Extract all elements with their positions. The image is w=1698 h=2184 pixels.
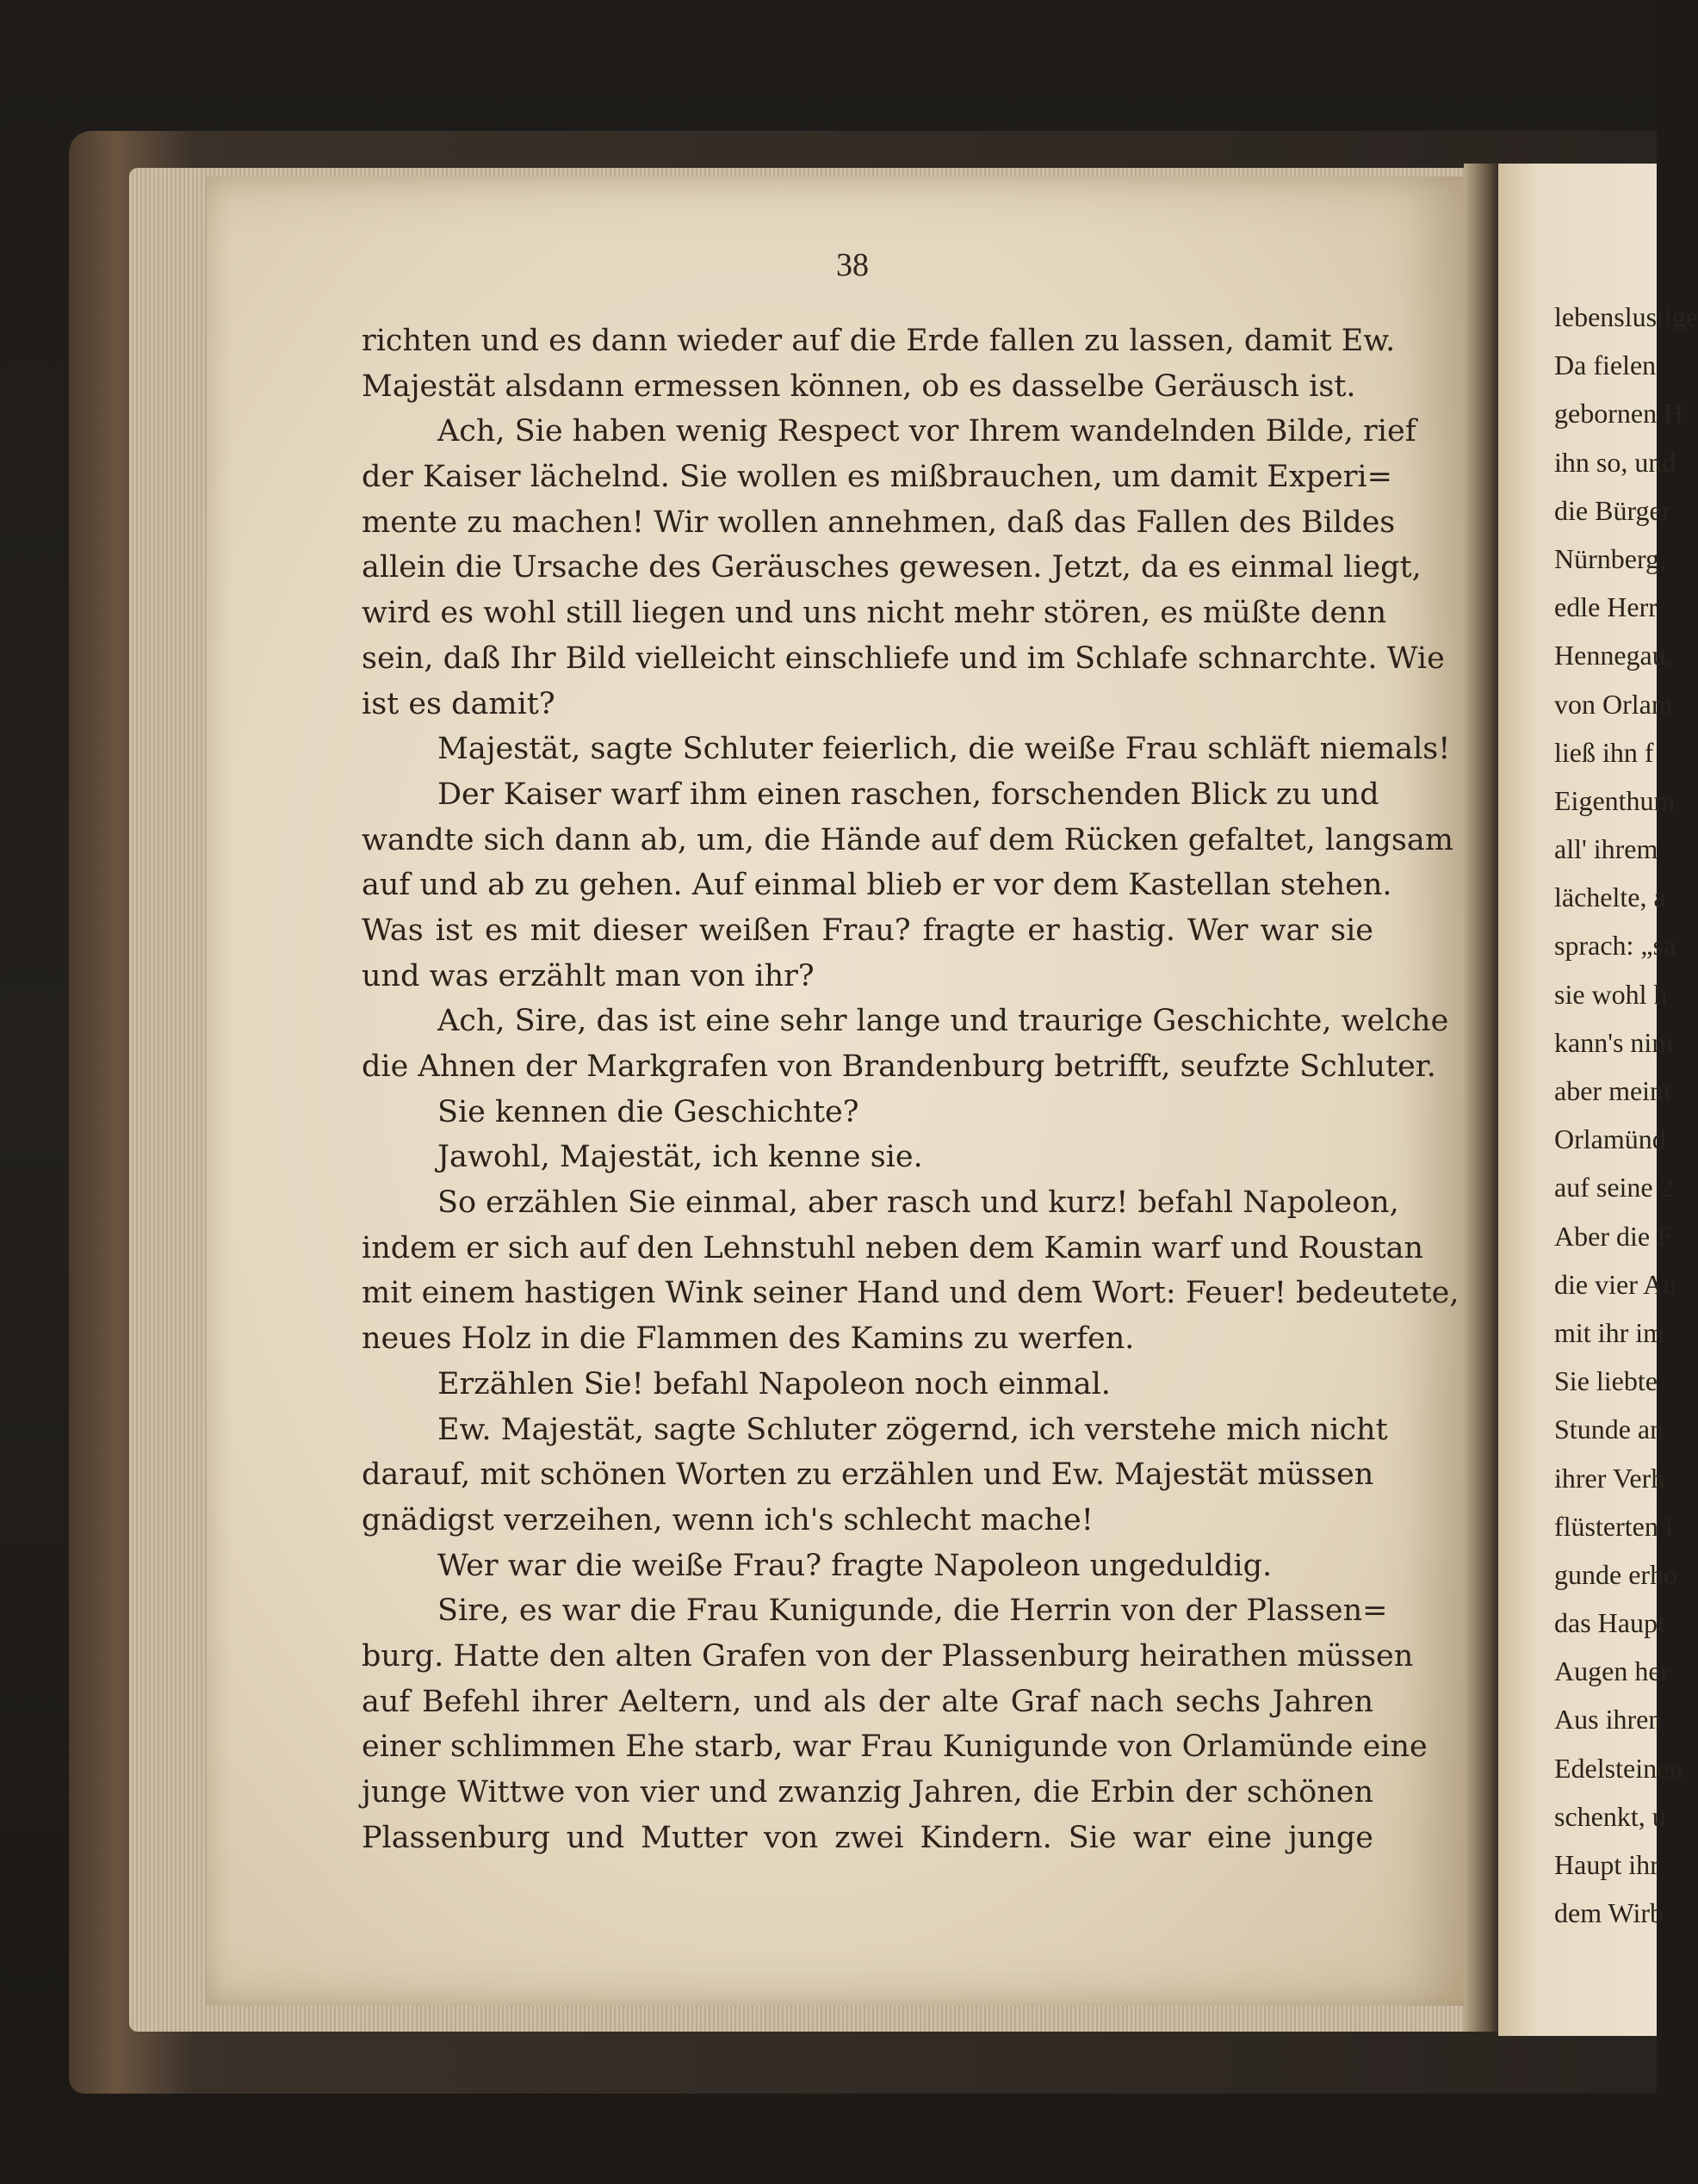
side-line: das Haupt bbox=[1554, 1607, 1665, 1639]
side-line: Orlamünd bbox=[1554, 1123, 1666, 1155]
text-line: Majestät, sagte Schluter feierlich, die weiße Frau schläft niemals! bbox=[437, 732, 1451, 767]
text-line: der Kaiser lächelnd. Sie wollen es mißbrauchen, um damit Experi= bbox=[362, 460, 1392, 495]
text-line: sein, daß Ihr Bild vielleicht einschliefe und im Schlafe schnarchte. Wie bbox=[362, 640, 1445, 676]
side-line: mit ihr im bbox=[1554, 1316, 1664, 1348]
text-line: Der Kaiser warf ihm einen raschen, forschenden Blick zu und bbox=[437, 776, 1379, 812]
text-line: Wer war die weiße Frau? fragte Napoleon ungeduldig. bbox=[437, 1548, 1273, 1583]
side-line: ließ ihn f bbox=[1554, 736, 1654, 768]
text-line: gnädigst verzeihen, wenn ich's schlecht mache! bbox=[362, 1502, 1094, 1537]
side-line: sprach: „sa bbox=[1554, 930, 1676, 962]
side-line: Aus ihren bbox=[1554, 1704, 1663, 1735]
side-line: all' ihrem bbox=[1554, 833, 1658, 865]
side-line: Stunde an bbox=[1554, 1414, 1664, 1445]
text-line: Jawohl, Majestät, ich kenne sie. bbox=[437, 1140, 923, 1175]
side-line: die vier Au bbox=[1554, 1268, 1677, 1300]
side-line: schenkt, u bbox=[1554, 1800, 1666, 1832]
side-line: aber meint bbox=[1554, 1075, 1671, 1106]
side-line: die Bürger bbox=[1554, 494, 1671, 526]
text-line: einer schlimmen Ehe starb, war Frau Kunigunde von Orlamünde eine bbox=[362, 1729, 1428, 1765]
side-line: lächelte, a bbox=[1554, 882, 1666, 913]
text-line: und was erzählt man von ihr? bbox=[362, 958, 815, 993]
text-line: wird es wohl still liegen und uns nicht mehr stören, es müßte denn bbox=[362, 596, 1387, 631]
text-line: burg. Hatte den alten Grafen von der Plassenburg heirathen müssen bbox=[362, 1638, 1414, 1674]
side-line: ihrer Verh bbox=[1554, 1462, 1665, 1494]
side-line: Hennegau, bbox=[1554, 640, 1673, 671]
text-line: junge Wittwe von vier und zwanzig Jahren, die Erbin der schönen bbox=[362, 1775, 1373, 1810]
side-line: flüsterten i bbox=[1554, 1510, 1673, 1542]
text-line: Plassenburg und Mutter von zwei Kindern. Sie war eine junge bbox=[362, 1820, 1373, 1855]
side-line: Nürnberg, bbox=[1554, 542, 1667, 574]
side-line: Haupt ihr bbox=[1554, 1849, 1659, 1880]
side-line: Augen her bbox=[1554, 1655, 1670, 1687]
side-line: ihn so, und bbox=[1554, 446, 1676, 478]
text-line: Majestät alsdann ermessen können, ob es dasselbe Geräusch ist. bbox=[362, 368, 1356, 404]
text-line: mente zu machen! Wir wollen annehmen, daß das Fallen des Bildes bbox=[362, 504, 1396, 540]
side-line: lebenslustige bbox=[1554, 301, 1698, 332]
side-line: Da fielen bbox=[1554, 350, 1657, 381]
text-line: ist es damit? bbox=[362, 686, 555, 721]
text-line: Ew. Majestät, sagte Schluter zögernd, ich verstehe mich nicht bbox=[437, 1412, 1388, 1447]
text-line: wandte sich dann ab, um, die Hände auf dem Rücken gefaltet, langsam bbox=[362, 822, 1453, 857]
text-line: Sie kennen die Geschichte? bbox=[437, 1094, 859, 1129]
side-line: Sie liebte bbox=[1554, 1365, 1658, 1397]
right-page-text bbox=[1554, 293, 1698, 1937]
text-line: Sire, es war die Frau Kunigunde, die Herrin von der Plassen= bbox=[437, 1593, 1388, 1629]
text-line: mit einem hastigen Wink seiner Hand und dem Wort: Feuer! bedeutete, bbox=[362, 1276, 1459, 1311]
text-line: So erzählen Sie einmal, aber rasch und kurz! befahl Napoleon, bbox=[437, 1185, 1399, 1221]
text-line: richten und es dann wieder auf die Erde fallen zu lassen, damit Ew. bbox=[362, 324, 1396, 358]
page-number: 38 bbox=[836, 247, 869, 283]
side-line: gebornen H bbox=[1554, 398, 1684, 430]
side-line: gunde erho bbox=[1554, 1558, 1678, 1590]
side-line: Eigenthum bbox=[1554, 784, 1676, 816]
text-line: Was ist es mit dieser weißen Frau? fragte er hastig. Wer war sie bbox=[362, 913, 1373, 948]
side-line: von Orlam bbox=[1554, 688, 1673, 720]
text-line: darauf, mit schönen Worten zu erzählen und Ew. Majestät müssen bbox=[362, 1457, 1374, 1493]
text-line: Ach, Sie haben wenig Respect vor Ihrem wandelnden Bilde, rief bbox=[437, 414, 1416, 449]
side-line: kann's nim bbox=[1554, 1026, 1674, 1058]
side-line: Aber die F bbox=[1554, 1220, 1672, 1252]
text-line: indem er sich auf den Lehnstuhl neben dem Kamin warf und Roustan bbox=[362, 1230, 1424, 1265]
side-line: Edelsteinen bbox=[1554, 1752, 1683, 1784]
side-line: auf seine 2 bbox=[1554, 1172, 1674, 1203]
text-line: allein die Ursache des Geräusches gewesen. Jetzt, da es einmal liegt, bbox=[362, 550, 1422, 585]
text-line: auf und ab zu gehen. Auf einmal blieb er vor dem Kastellan stehen. bbox=[362, 868, 1392, 903]
side-line: edle Herr bbox=[1554, 591, 1658, 623]
page-text bbox=[362, 319, 1459, 1860]
side-line: sie wohl h bbox=[1554, 978, 1668, 1010]
side-line: dem Wirb bbox=[1554, 1897, 1664, 1929]
text-line: die Ahnen der Markgrafen von Brandenburg betrifft, seufzte Schluter. bbox=[362, 1049, 1436, 1084]
text-line: Erzählen Sie! befahl Napoleon noch einmal. bbox=[437, 1366, 1111, 1401]
text-line: Ach, Sire, das ist eine sehr lange und traurige Geschichte, welche bbox=[437, 1004, 1449, 1039]
text-line: neues Holz in die Flammen des Kamins zu werfen. bbox=[362, 1321, 1135, 1357]
text-line: auf Befehl ihrer Aeltern, und als der alte Graf nach sechs Jahren bbox=[362, 1684, 1373, 1719]
